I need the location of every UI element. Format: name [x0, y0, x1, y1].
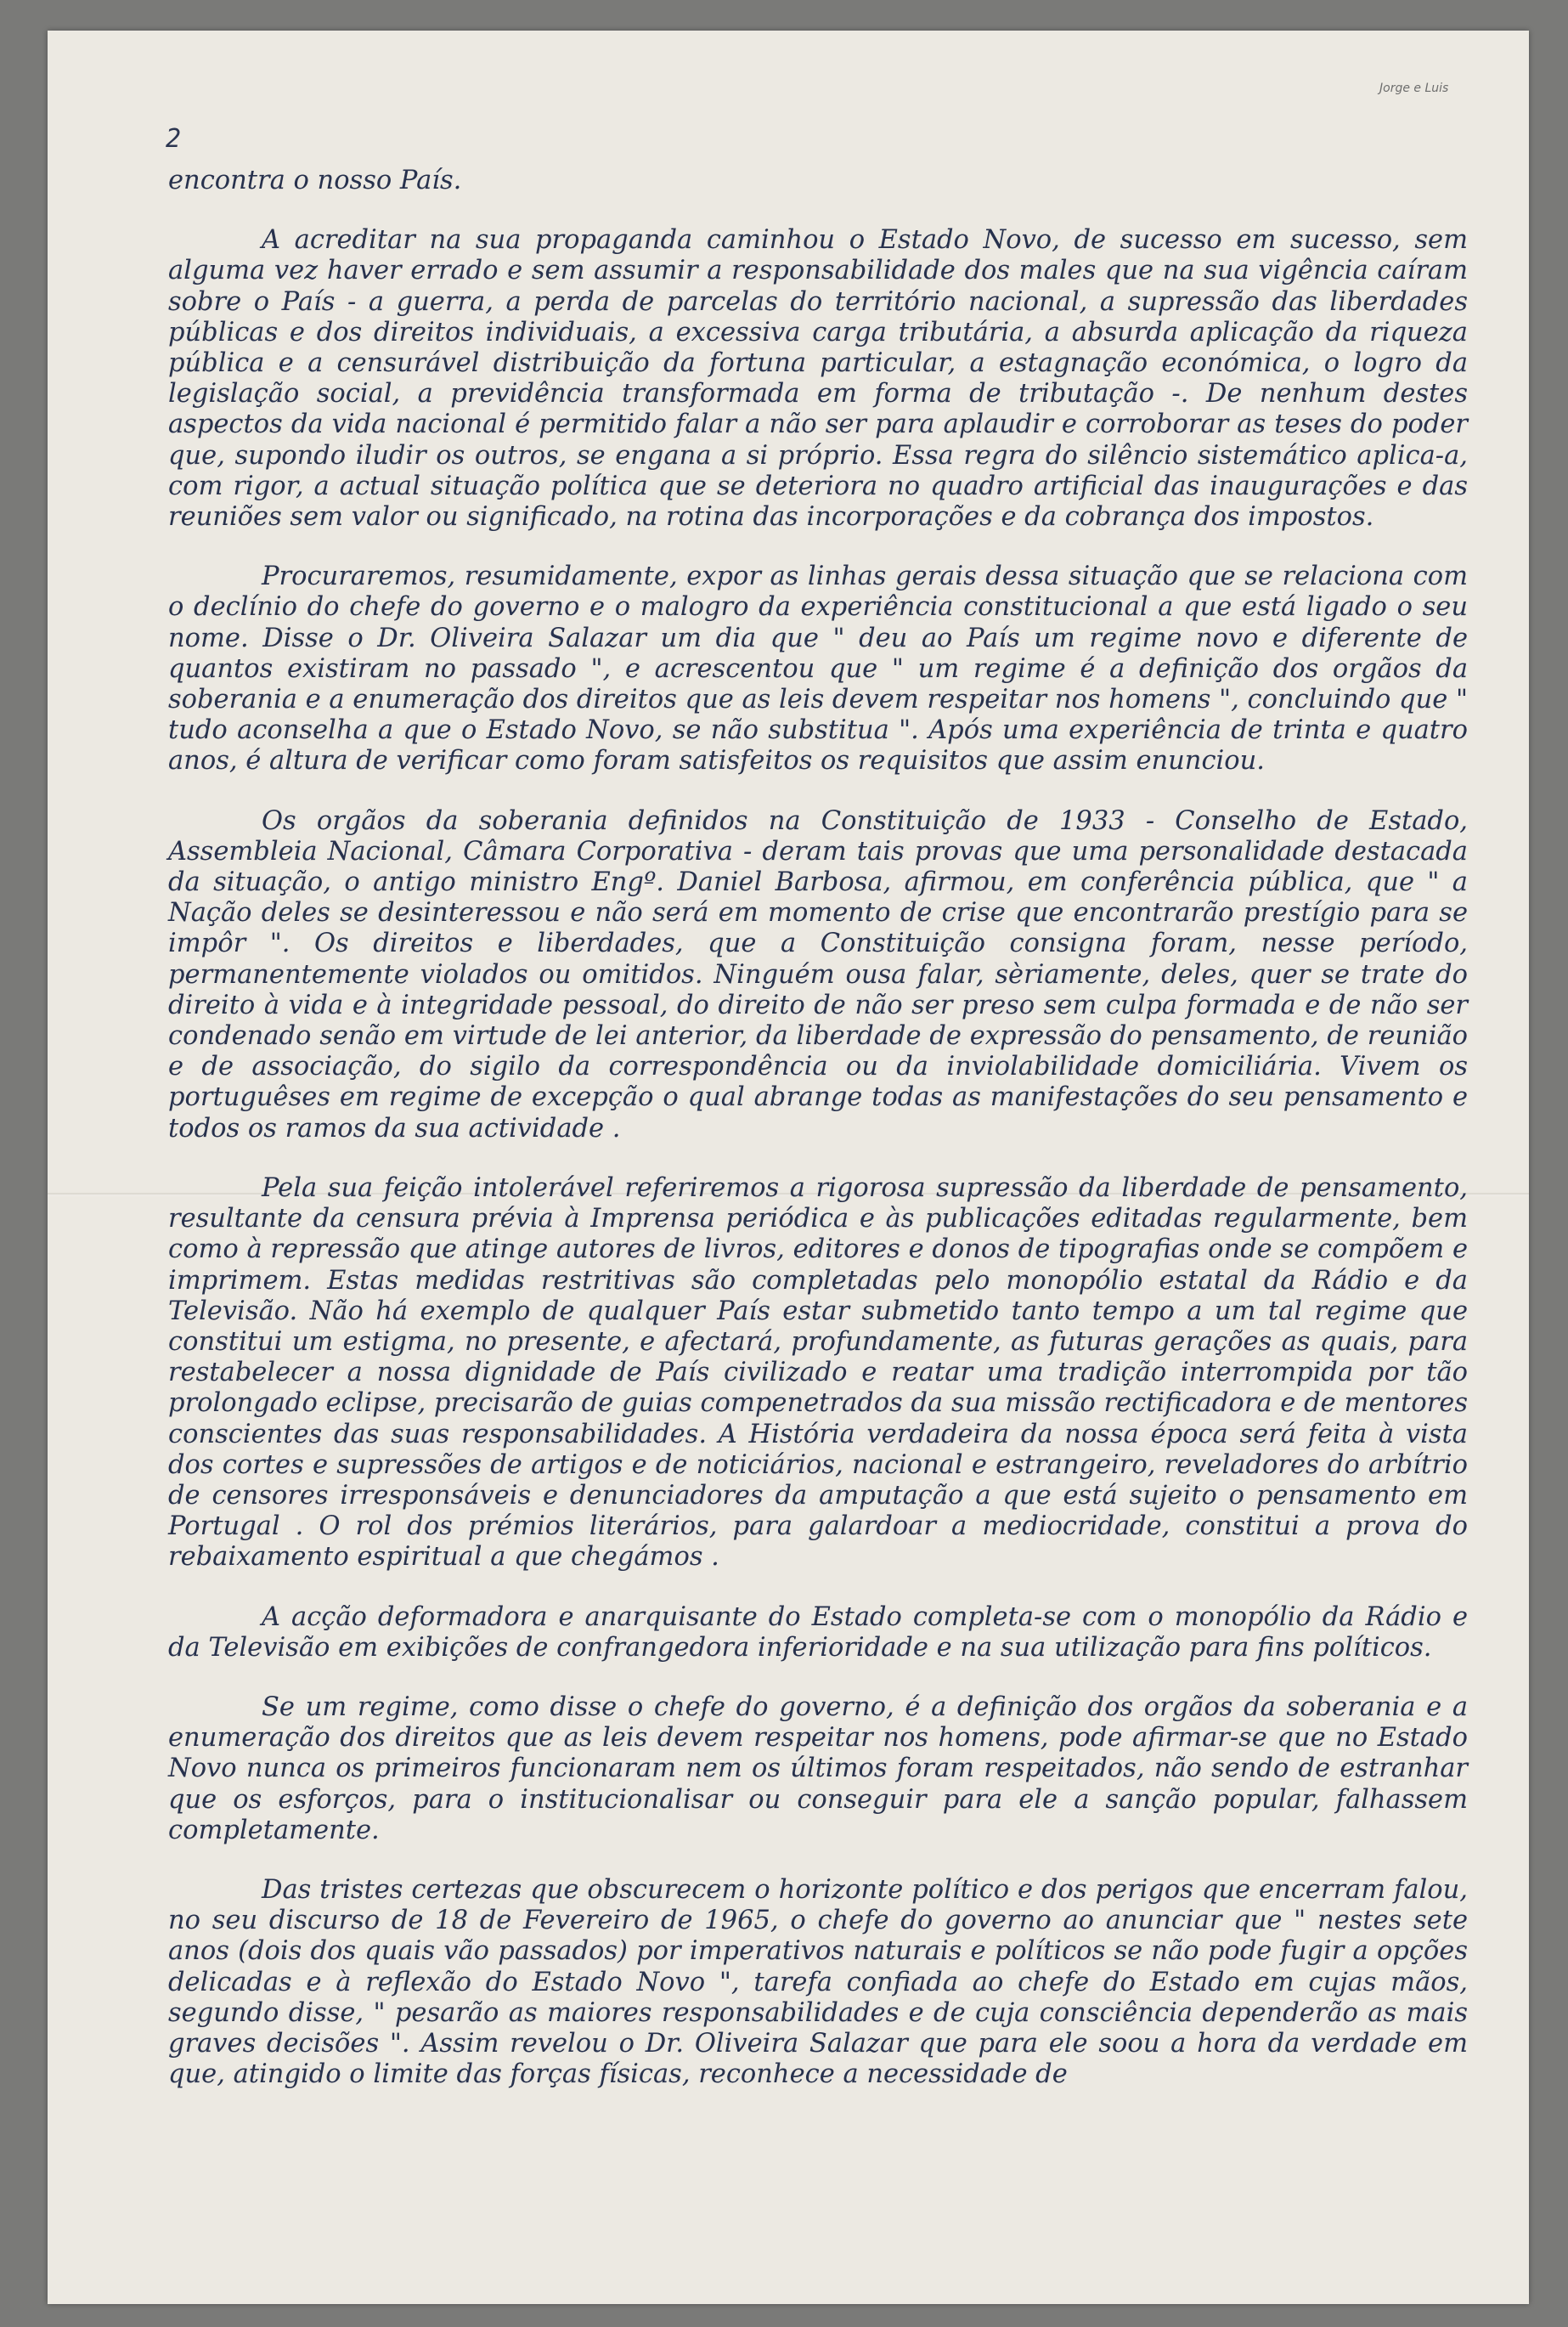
- paragraph-liberdade-pensamento: Pela sua feição intolerável referiremos a rigorosa supressão da liberdade de pensamento, resultante da censura prévia à Imprensa periódica e às publicações editadas regularmente, bem como à repressão que atinge autores de livros, editores e donos de tipografias onde se compõem e imprimem. Estas medidas restritivas são completadas pelo monopólio estatal da Rádio e da Televisão. Não há exemplo de qualquer País estar submetido tanto tempo a um tal regime que constitui um estigma, no presente, e afectará, profundamente, as futuras gerações as quais, para restabelecer a nossa dignidade de País civilizado e reatar uma tradição interrompida por tão prolongado eclipse, precisarão de guias compenetrados da sua missão rectificadora e de mentores conscientes das suas responsabilidades. A História verdadeira da nossa época será feita à vista dos cortes e supressões de artigos e de noticiários, nacional e estrangeiro, reveladores do arbítrio de censores irresponsáveis e denunciadores da amputação a que está sujeito o pensamento em Portugal . O rol dos prémios literários, para galardoar a mediocridade, constitui a prova do rebaixamento espiritual a que chegámos .: [168, 1172, 1468, 1573]
- paragraph-accao-deformadora: A acção deformadora e anarquisante do Estado completa-se com o monopólio da Rádio e da Televisão em exibições de confrangedora inferioridade e na sua utilização para fins políticos.: [168, 1601, 1468, 1663]
- paragraph-continuation: encontra o nosso País.: [168, 166, 462, 195]
- margin-note: Jorge e Luis: [1379, 82, 1449, 95]
- paragraph-orgaos-soberania: Os orgãos da soberania definidos na Constituição de 1933 - Conselho de Estado, Assembleia Nacional, Câmara Corporativa - deram tais provas que uma personalidade destacada da situação, o antigo ministro Engº. Daniel Barbosa, afirmou, em conferência pública, que " a Nação deles se desinteressou e não será em momento de crise que encontrarão prestígio para se impôr ". Os direitos e liberdades, que a Constituição consigna foram, nesse período, permanentemente violados ou omitidos. Ninguém ousa falar, sèriamente, deles, quer se trate do direito à vida e à integridade pessoal, do direito de não ser preso sem culpa formada e de não ser condenado senão em virtude de lei anterior, da liberdade de expressão do pensamento, de reunião e de associação, do sigilo da correspondência ou da inviolabilidade domiciliária. Vivem os portuguêses em regime de excepção o qual abrange todas as manifestações do seu pensamento e todos os ramos da sua actividade .: [168, 805, 1468, 1144]
- paragraph-declinio: Procuraremos, resumidamente, expor as linhas gerais dessa situação que se relaciona com o declínio do chefe do governo e o malogro da experiência constitucional a que está ligado o seu nome. Disse o Dr. Oliveira Salazar um dia que " deu ao País um regime novo e diferente de quantos existiram no passado ", e acrescentou que " um regime é a definição dos orgãos da soberania e a enumeração dos direitos que as leis devem respeitar nos homens ", concluindo que " tudo aconselha a que o Estado Novo, se não substitua ". Após uma experiência de trinta e quatro anos, é altura de verificar como foram satisfeitos os requisitos que assim enunciou.: [168, 562, 1468, 777]
- paragraph-tristes-certezas: Das tristes certezas que obscurecem o horizonte político e dos perigos que encerram falou, no seu discurso de 18 de Fevereiro de 1965, o chefe do governo ao anunciar que " nestes sete anos (dois dos quais vão passados) por imperativos naturais e políticos se não pode fugir a opções delicadas e à reflexão do Estado Novo ", tarefa confiada ao chefe do Estado em cujas mãos, segundo disse, " pesarão as maiores responsabilidades e de cuja consciência dependerão as mais graves decisões ". Assim revelou o Dr. Oliveira Salazar que para ele soou a hora da verdade em que, atingido o limite das forças físicas, reconhece a necessidade de: [168, 1874, 1468, 2090]
- paragraph-propaganda: A acreditar na sua propaganda caminhou o Estado Novo, de sucesso em sucesso, sem alguma vez haver errado e sem assumir a responsabilidade dos males que na sua vigência caíram sobre o País - a guerra, a perda de parcelas do território nacional, a supressão das liberdades públicas e dos direitos individuais, a excessiva carga tributária, a absurda aplicação da riqueza pública e a censurável distribuição da fortuna particular, a estagnação económica, o logro da legislação social, a previdência transformada em forma de tributação -. De nenhum destes aspectos da vida nacional é permitido falar a não ser para aplaudir e corroborar as teses do poder que, supondo iludir os outros, se engana a si próprio. Essa regra do silêncio sistemático aplica-a, com rigor, a actual situação política que se deteriora no quadro artificial das inaugurações e das reuniões sem valor ou significado, na rotina das incorporações e da cobrança dos impostos.: [168, 225, 1468, 533]
- document-body: [168, 166, 1468, 2119]
- page-number: 2: [166, 124, 182, 154]
- paragraph-regime: Se um regime, como disse o chefe do governo, é a definição dos orgãos da soberania e a enumeração dos direitos que as leis devem respeitar nos homens, pode afirmar-se que no Estado Novo nunca os primeiros funcionaram nem os últimos foram respeitados, não sendo de estranhar que os esforços, para o institucionalisar ou conseguir para ele a sanção popular, falhassem completamente.: [168, 1692, 1468, 1845]
